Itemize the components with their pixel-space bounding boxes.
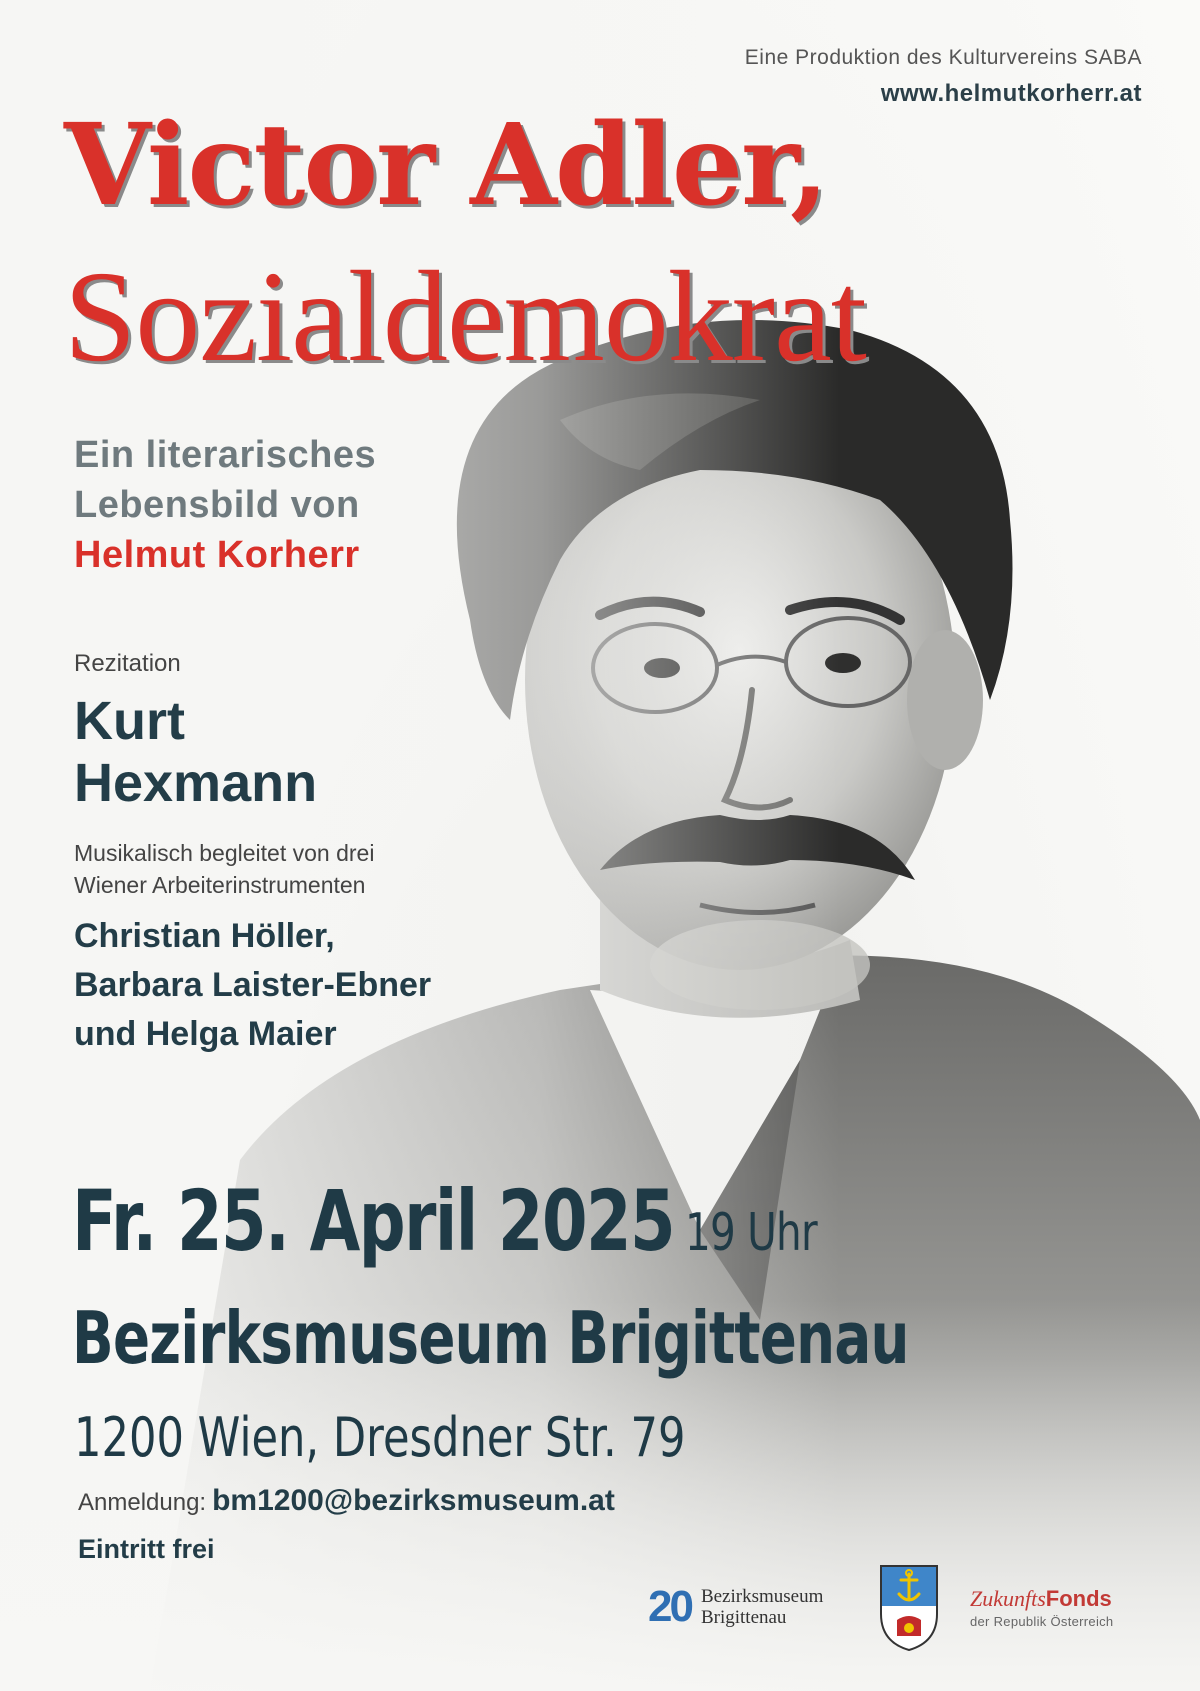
event-address: 1200 Wien, Dresdner Str. 79 [74, 1406, 686, 1469]
music-description-line-1: Musikalisch begleitet von drei [74, 840, 375, 866]
registration-email[interactable]: bm1200@bezirksmuseum.at [212, 1484, 615, 1517]
bezirksmuseum-name [701, 1586, 823, 1628]
zukunftsfonds-bold: Fonds [1045, 1586, 1112, 1611]
title-line-2: Sozialdemokrat [64, 245, 866, 389]
bezirksmuseum-line-2: Brigittenau [700, 1607, 787, 1628]
event-date: Fr. 25. April 2025 [72, 1172, 675, 1270]
zukunftsfonds-logo [970, 1586, 1113, 1629]
subtitle-line-2: Lebensbild von [74, 484, 360, 526]
website-link[interactable]: www.helmutkorherr.at [880, 80, 1142, 107]
registration [78, 1484, 615, 1518]
producer-credit: Eine Produktion des Kulturvereins SABA [744, 46, 1142, 69]
musician-2: Barbara Laister-Ebner [74, 966, 432, 1004]
title-line-1: Victor Adler, [64, 100, 827, 231]
author-name: Helmut Korherr [74, 534, 360, 576]
entry-info: Eintritt frei [78, 1534, 215, 1564]
registration-label: Anmeldung: [78, 1489, 207, 1516]
reciter-last-name: Hexmann [74, 753, 318, 813]
zukunftsfonds-title [970, 1586, 1113, 1612]
bezirksmuseum-line-1: Bezirksmuseum [700, 1586, 824, 1607]
recitation-label: Rezitation [74, 650, 181, 677]
district-crest-icon [877, 1562, 941, 1652]
zukunftsfonds-subtitle: der Republik Österreich [970, 1614, 1114, 1629]
subtitle-line-1: Ein literarisches [74, 434, 377, 476]
musician-3: und Helga Maier [74, 1015, 337, 1053]
bezirksmuseum-number: 20 [648, 1582, 691, 1631]
reciter-first-name: Kurt [74, 691, 185, 751]
musician-1: Christian Höller, [74, 917, 335, 955]
bezirksmuseum-logo [648, 1582, 823, 1632]
event-date-line [72, 1172, 817, 1270]
event-venue: Bezirksmuseum Brigittenau [72, 1296, 909, 1380]
zukunftsfonds-italic: Zukunfts [970, 1586, 1046, 1611]
event-time: 19 Uhr [684, 1203, 817, 1263]
music-description-line-2: Wiener Arbeiterinstrumenten [74, 872, 366, 898]
